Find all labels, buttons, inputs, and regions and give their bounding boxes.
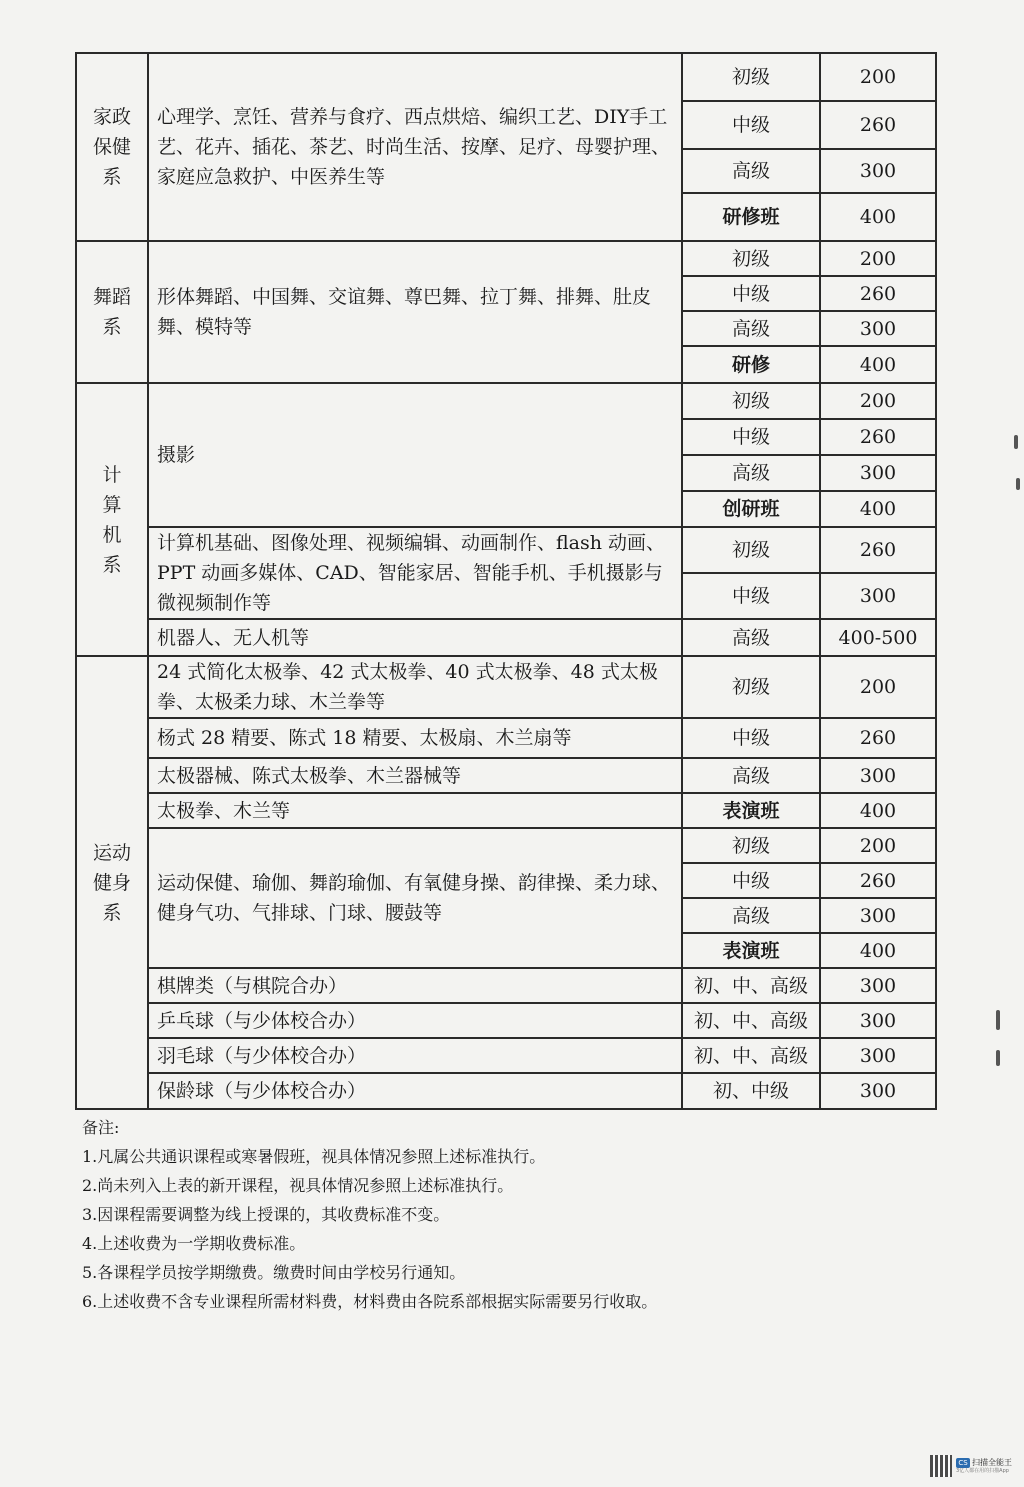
fee-cell: 300 bbox=[820, 311, 936, 346]
level-cell: 中级 bbox=[682, 863, 820, 898]
fee-cell: 200 bbox=[820, 53, 936, 101]
fee-cell: 400 bbox=[820, 491, 936, 527]
course-cell: 杨式 28 精要、陈式 18 精要、太极扇、木兰扇等 bbox=[148, 718, 682, 758]
level-cell: 初、中级 bbox=[682, 1073, 820, 1109]
level-cell: 初级 bbox=[682, 828, 820, 863]
level-cell: 研修班 bbox=[682, 193, 820, 241]
course-cell: 太极拳、木兰等 bbox=[148, 793, 682, 828]
course-cell: 太极器械、陈式太极拳、木兰器械等 bbox=[148, 758, 682, 793]
course-cell: 24 式简化太极拳、42 式太极拳、40 式太极拳、48 式太极拳、太极柔力球、木兰拳等 bbox=[148, 656, 682, 718]
level-cell: 高级 bbox=[682, 455, 820, 491]
fee-cell: 300 bbox=[820, 1073, 936, 1109]
course-cell: 乒乓球（与少体校合办） bbox=[148, 1003, 682, 1038]
level-cell: 初级 bbox=[682, 656, 820, 718]
table-row bbox=[76, 53, 936, 101]
scanner-watermark bbox=[930, 1455, 1012, 1477]
fee-cell: 200 bbox=[820, 241, 936, 276]
note-item: 5.各课程学员按学期缴费。缴费时间由学校另行通知。 bbox=[82, 1263, 466, 1282]
fee-cell: 260 bbox=[820, 527, 936, 573]
level-cell: 中级 bbox=[682, 276, 820, 311]
dept-cell: 舞蹈 系 bbox=[76, 241, 148, 383]
fee-cell: 200 bbox=[820, 828, 936, 863]
level-cell: 表演班 bbox=[682, 933, 820, 968]
level-cell: 初、中、高级 bbox=[682, 1038, 820, 1073]
level-cell: 初级 bbox=[682, 53, 820, 101]
fee-cell: 200 bbox=[820, 656, 936, 718]
level-cell: 研修 bbox=[682, 346, 820, 383]
dept-cell: 运动 健身 系 bbox=[76, 656, 148, 1109]
level-cell: 初、中、高级 bbox=[682, 968, 820, 1003]
level-cell: 中级 bbox=[682, 101, 820, 149]
level-cell: 中级 bbox=[682, 573, 820, 619]
scan-artifact bbox=[1016, 478, 1020, 490]
fee-cell: 400 bbox=[820, 933, 936, 968]
level-cell: 初级 bbox=[682, 241, 820, 276]
table-row bbox=[76, 619, 936, 656]
level-cell: 中级 bbox=[682, 718, 820, 758]
dept-cell: 家政 保健 系 bbox=[76, 53, 148, 241]
level-cell: 创研班 bbox=[682, 491, 820, 527]
course-cell: 摄影 bbox=[148, 383, 682, 527]
table-row bbox=[76, 758, 936, 793]
fee-cell: 300 bbox=[820, 758, 936, 793]
table-row bbox=[76, 383, 936, 419]
table-row bbox=[76, 793, 936, 828]
level-cell: 表演班 bbox=[682, 793, 820, 828]
course-cell: 计算机基础、图像处理、视频编辑、动画制作、flash 动画、PPT 动画多媒体、CAD、智能家居、智能手机、手机摄影与微视频制作等 bbox=[148, 527, 682, 619]
course-cell: 羽毛球（与少体校合办） bbox=[148, 1038, 682, 1073]
fee-cell: 400 bbox=[820, 793, 936, 828]
fee-cell: 300 bbox=[820, 573, 936, 619]
note-item: 3.因课程需要调整为线上授课的，其收费标准不变。 bbox=[82, 1205, 450, 1224]
table-row bbox=[76, 828, 936, 863]
level-cell: 初、中、高级 bbox=[682, 1003, 820, 1038]
fee-cell: 300 bbox=[820, 968, 936, 1003]
note-item: 4.上述收费为一学期收费标准。 bbox=[82, 1234, 306, 1253]
fee-cell: 300 bbox=[820, 1003, 936, 1038]
fee-cell: 260 bbox=[820, 276, 936, 311]
note-item: 6.上述收费不含专业课程所需材料费，材料费由各院系部根据实际需要另行收取。 bbox=[82, 1292, 658, 1311]
table-row bbox=[76, 1073, 936, 1109]
level-cell: 高级 bbox=[682, 149, 820, 193]
table-row bbox=[76, 1038, 936, 1073]
level-cell: 高级 bbox=[682, 311, 820, 346]
course-cell: 运动保健、瑜伽、舞韵瑜伽、有氧健身操、韵律操、柔力球、健身气功、气排球、门球、腰鼓等 bbox=[148, 828, 682, 968]
fee-cell: 200 bbox=[820, 383, 936, 419]
note-item: 1.凡属公共通识课程或寒暑假班，视具体情况参照上述标准执行。 bbox=[82, 1147, 546, 1166]
table-row bbox=[76, 241, 936, 276]
fee-cell: 400-500 bbox=[820, 619, 936, 656]
fee-cell: 400 bbox=[820, 346, 936, 383]
camscanner-logo-icon: CS bbox=[956, 1458, 970, 1468]
qr-code-icon bbox=[930, 1455, 952, 1477]
fee-cell: 400 bbox=[820, 193, 936, 241]
fee-cell: 300 bbox=[820, 898, 936, 933]
table-row bbox=[76, 656, 936, 718]
dept-cell: 计 算 机 系 bbox=[76, 383, 148, 656]
level-cell: 高级 bbox=[682, 898, 820, 933]
scan-artifact bbox=[996, 1050, 1000, 1066]
table-row bbox=[76, 718, 936, 758]
fee-cell: 260 bbox=[820, 863, 936, 898]
scan-artifact bbox=[1014, 435, 1018, 449]
fee-cell: 300 bbox=[820, 455, 936, 491]
notes-section bbox=[82, 1113, 902, 1316]
fee-cell: 300 bbox=[820, 1038, 936, 1073]
course-cell: 保龄球（与少体校合办） bbox=[148, 1073, 682, 1109]
watermark-subtitle: 3亿人都在用的扫描App bbox=[956, 1468, 1009, 1474]
fee-cell: 260 bbox=[820, 419, 936, 455]
table-row bbox=[76, 968, 936, 1003]
fee-cell: 260 bbox=[820, 101, 936, 149]
fee-table bbox=[75, 52, 937, 1110]
fee-cell: 260 bbox=[820, 718, 936, 758]
course-cell: 形体舞蹈、中国舞、交谊舞、尊巴舞、拉丁舞、排舞、肚皮舞、模特等 bbox=[148, 241, 682, 383]
scan-artifact bbox=[996, 1010, 1000, 1030]
table-row bbox=[76, 1003, 936, 1038]
table-row bbox=[76, 527, 936, 573]
course-cell: 机器人、无人机等 bbox=[148, 619, 682, 656]
level-cell: 中级 bbox=[682, 419, 820, 455]
level-cell: 高级 bbox=[682, 619, 820, 656]
level-cell: 初级 bbox=[682, 527, 820, 573]
note-item: 2.尚未列入上表的新开课程，视具体情况参照上述标准执行。 bbox=[82, 1176, 514, 1195]
level-cell: 初级 bbox=[682, 383, 820, 419]
course-cell: 心理学、烹饪、营养与食疗、西点烘焙、编织工艺、DIY手工艺、花卉、插花、茶艺、时尚生活、按摩、足疗、母婴护理、家庭应急救护、中医养生等 bbox=[148, 53, 682, 241]
notes-title: 备注: bbox=[82, 1118, 120, 1137]
level-cell: 高级 bbox=[682, 758, 820, 793]
fee-cell: 300 bbox=[820, 149, 936, 193]
course-cell: 棋牌类（与棋院合办） bbox=[148, 968, 682, 1003]
watermark-name: 扫描全能王 bbox=[972, 1458, 1012, 1467]
